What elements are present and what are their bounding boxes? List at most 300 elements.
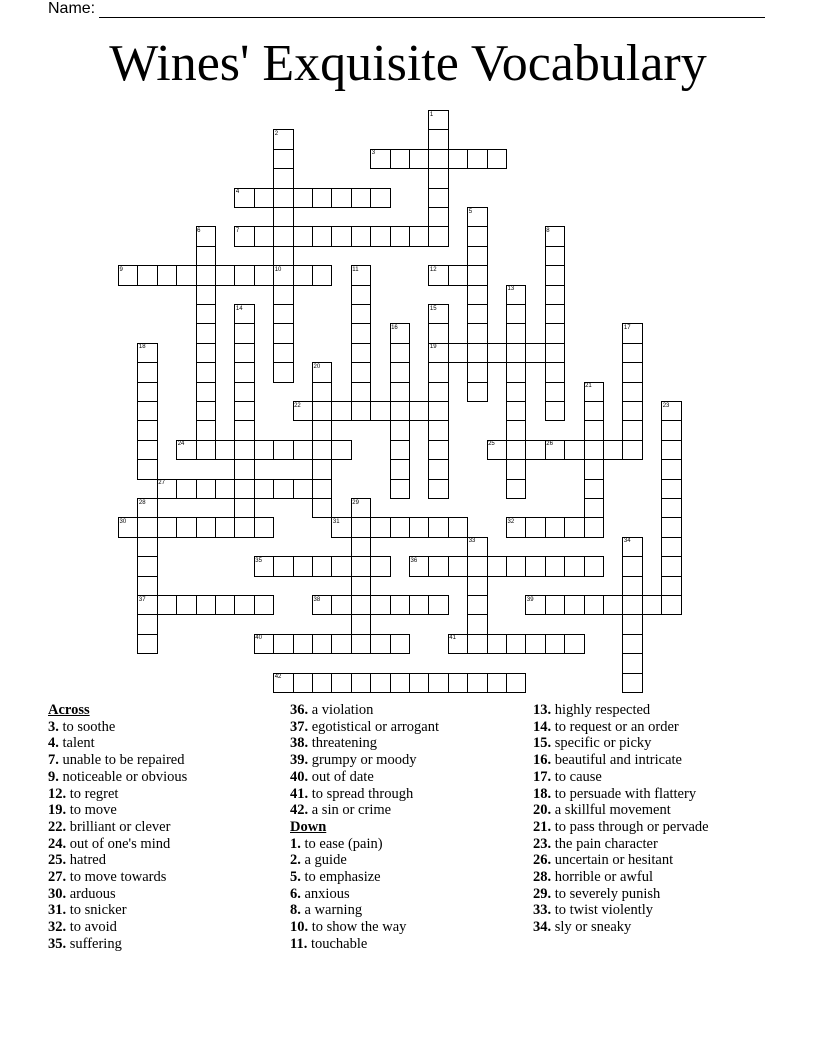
grid-cell[interactable] bbox=[428, 401, 448, 421]
grid-cell[interactable] bbox=[234, 382, 254, 402]
grid-cell[interactable] bbox=[234, 343, 254, 363]
clue-number-29: 29 bbox=[352, 499, 359, 506]
grid-cell[interactable] bbox=[234, 440, 254, 460]
grid-cell[interactable] bbox=[312, 556, 332, 576]
grid-cell[interactable] bbox=[351, 517, 371, 537]
grid-cell[interactable] bbox=[390, 479, 410, 499]
grid-cell[interactable] bbox=[370, 556, 390, 576]
grid-cell[interactable] bbox=[545, 343, 565, 363]
grid-cell[interactable] bbox=[254, 226, 274, 246]
grid-cell[interactable] bbox=[351, 634, 371, 654]
grid-cell[interactable] bbox=[622, 362, 642, 382]
grid-cell[interactable] bbox=[467, 343, 487, 363]
grid-cell[interactable] bbox=[603, 440, 623, 460]
grid-cell[interactable] bbox=[390, 420, 410, 440]
grid-cell[interactable] bbox=[428, 188, 448, 208]
grid-cell[interactable] bbox=[157, 517, 177, 537]
grid-cell[interactable] bbox=[545, 634, 565, 654]
grid-cell[interactable] bbox=[506, 362, 526, 382]
grid-cell[interactable] bbox=[370, 401, 390, 421]
grid-cell[interactable] bbox=[331, 673, 351, 693]
grid-cell[interactable] bbox=[196, 517, 216, 537]
grid-cell[interactable] bbox=[137, 537, 157, 557]
clue-text: to ease (pain) bbox=[300, 835, 383, 852]
grid-cell[interactable] bbox=[467, 362, 487, 382]
grid-cell[interactable] bbox=[564, 634, 584, 654]
grid-cell[interactable] bbox=[448, 343, 468, 363]
grid-cell[interactable] bbox=[545, 517, 565, 537]
grid-cell[interactable] bbox=[254, 517, 274, 537]
grid-cell[interactable] bbox=[428, 382, 448, 402]
grid-cell[interactable] bbox=[448, 556, 468, 576]
grid-cell[interactable] bbox=[622, 673, 642, 693]
grid-cell[interactable] bbox=[273, 168, 293, 188]
grid-cell[interactable] bbox=[273, 246, 293, 266]
grid-cell[interactable] bbox=[525, 517, 545, 537]
grid-cell[interactable] bbox=[622, 653, 642, 673]
clue-text: to move bbox=[66, 802, 117, 819]
grid-cell[interactable] bbox=[137, 576, 157, 596]
grid-cell[interactable] bbox=[351, 614, 371, 634]
grid-cell[interactable] bbox=[467, 246, 487, 266]
grid-cell[interactable] bbox=[273, 188, 293, 208]
grid-cell[interactable] bbox=[273, 226, 293, 246]
grid-cell[interactable] bbox=[506, 401, 526, 421]
grid-cell[interactable] bbox=[487, 634, 507, 654]
grid-cell[interactable] bbox=[312, 265, 332, 285]
grid-cell[interactable] bbox=[448, 265, 468, 285]
grid-cell[interactable] bbox=[428, 207, 448, 227]
grid-cell[interactable] bbox=[428, 420, 448, 440]
grid-cell[interactable] bbox=[409, 517, 429, 537]
grid-cell[interactable] bbox=[428, 323, 448, 343]
grid-cell[interactable] bbox=[409, 149, 429, 169]
grid-cell[interactable] bbox=[545, 401, 565, 421]
grid-cell[interactable] bbox=[293, 265, 313, 285]
grid-cell[interactable] bbox=[273, 343, 293, 363]
grid-cell[interactable] bbox=[661, 517, 681, 537]
grid-cell[interactable] bbox=[351, 285, 371, 305]
grid-cell[interactable] bbox=[506, 459, 526, 479]
across-clue-12 bbox=[48, 786, 187, 803]
across-clue-32 bbox=[48, 919, 187, 936]
grid-cell[interactable] bbox=[273, 285, 293, 305]
grid-cell[interactable] bbox=[467, 323, 487, 343]
grid-cell[interactable] bbox=[312, 188, 332, 208]
grid-cell[interactable] bbox=[293, 226, 313, 246]
grid-cell[interactable] bbox=[351, 401, 371, 421]
grid-cell[interactable] bbox=[545, 323, 565, 343]
grid-cell[interactable] bbox=[273, 479, 293, 499]
grid-cell[interactable] bbox=[254, 188, 274, 208]
grid-cell[interactable] bbox=[661, 537, 681, 557]
grid-cell[interactable] bbox=[234, 265, 254, 285]
grid-cell[interactable] bbox=[545, 285, 565, 305]
grid-cell[interactable] bbox=[428, 595, 448, 615]
grid-cell[interactable] bbox=[661, 595, 681, 615]
grid-cell[interactable] bbox=[137, 440, 157, 460]
grid-cell[interactable] bbox=[661, 576, 681, 596]
grid-cell[interactable] bbox=[428, 440, 448, 460]
grid-cell[interactable] bbox=[196, 420, 216, 440]
grid-cell[interactable] bbox=[506, 479, 526, 499]
grid-cell[interactable] bbox=[137, 420, 157, 440]
across-clue-42 bbox=[290, 802, 439, 819]
grid-cell[interactable] bbox=[584, 498, 604, 518]
grid-cell[interactable] bbox=[137, 459, 157, 479]
grid-cell[interactable] bbox=[196, 246, 216, 266]
grid-cell[interactable] bbox=[351, 595, 371, 615]
grid-cell[interactable] bbox=[312, 440, 332, 460]
grid-cell[interactable] bbox=[428, 479, 448, 499]
grid-cell[interactable] bbox=[428, 149, 448, 169]
across-clue-22 bbox=[48, 819, 187, 836]
clue-text: to severely punish bbox=[551, 885, 661, 902]
grid-cell[interactable] bbox=[293, 440, 313, 460]
grid-cell[interactable] bbox=[584, 459, 604, 479]
clue-number-20: 20 bbox=[313, 363, 321, 370]
grid-cell[interactable] bbox=[622, 556, 642, 576]
grid-cell[interactable] bbox=[390, 226, 410, 246]
grid-cell[interactable] bbox=[409, 401, 429, 421]
grid-cell[interactable] bbox=[390, 362, 410, 382]
grid-cell[interactable] bbox=[409, 673, 429, 693]
grid-cell[interactable] bbox=[506, 420, 526, 440]
grid-cell[interactable] bbox=[351, 673, 371, 693]
down-clue-5 bbox=[290, 869, 439, 886]
grid-cell[interactable] bbox=[428, 226, 448, 246]
grid-cell[interactable] bbox=[273, 207, 293, 227]
grid-cell[interactable] bbox=[428, 517, 448, 537]
grid-cell[interactable] bbox=[254, 479, 274, 499]
grid-cell[interactable] bbox=[331, 595, 351, 615]
grid-cell[interactable] bbox=[215, 479, 235, 499]
grid-cell[interactable] bbox=[196, 304, 216, 324]
grid-cell[interactable] bbox=[448, 517, 468, 537]
grid-cell[interactable] bbox=[293, 673, 313, 693]
grid-cell[interactable] bbox=[234, 401, 254, 421]
grid-cell[interactable] bbox=[506, 673, 526, 693]
grid-cell[interactable] bbox=[234, 420, 254, 440]
grid-cell[interactable] bbox=[390, 401, 410, 421]
grid-cell[interactable] bbox=[467, 265, 487, 285]
grid-cell[interactable] bbox=[196, 362, 216, 382]
grid-cell[interactable] bbox=[137, 517, 157, 537]
grid-cell[interactable] bbox=[661, 498, 681, 518]
clue-text: hatred bbox=[66, 852, 106, 869]
clue-text: to avoid bbox=[66, 919, 117, 936]
grid-cell[interactable] bbox=[234, 595, 254, 615]
grid-cell[interactable] bbox=[506, 440, 526, 460]
down-clue-29 bbox=[533, 886, 709, 903]
grid-cell[interactable] bbox=[467, 304, 487, 324]
grid-cell[interactable] bbox=[312, 382, 332, 402]
grid-cell[interactable] bbox=[331, 188, 351, 208]
grid-cell[interactable] bbox=[564, 556, 584, 576]
grid-cell[interactable] bbox=[584, 556, 604, 576]
grid-cell[interactable] bbox=[234, 362, 254, 382]
grid-cell[interactable] bbox=[137, 556, 157, 576]
grid-cell[interactable] bbox=[312, 226, 332, 246]
clue-number-38: 38 bbox=[313, 596, 321, 603]
grid-cell[interactable] bbox=[409, 226, 429, 246]
clue-text: out of one's mind bbox=[66, 835, 171, 852]
clue-number: 22. bbox=[48, 818, 67, 835]
grid-cell[interactable] bbox=[196, 285, 216, 305]
grid-cell[interactable] bbox=[351, 188, 371, 208]
grid-cell[interactable] bbox=[273, 556, 293, 576]
grid-cell[interactable] bbox=[351, 556, 371, 576]
grid-cell[interactable] bbox=[312, 498, 332, 518]
grid-cell[interactable] bbox=[428, 556, 448, 576]
grid-cell[interactable] bbox=[467, 595, 487, 615]
grid-cell[interactable] bbox=[467, 614, 487, 634]
grid-cell[interactable] bbox=[273, 362, 293, 382]
grid-cell[interactable] bbox=[331, 556, 351, 576]
grid-cell[interactable] bbox=[390, 673, 410, 693]
grid-cell[interactable] bbox=[584, 420, 604, 440]
grid-cell[interactable] bbox=[176, 265, 196, 285]
grid-cell[interactable] bbox=[254, 265, 274, 285]
grid-cell[interactable] bbox=[273, 634, 293, 654]
grid-cell[interactable] bbox=[331, 440, 351, 460]
grid-cell[interactable] bbox=[467, 556, 487, 576]
grid-cell[interactable] bbox=[584, 517, 604, 537]
grid-cell[interactable] bbox=[215, 595, 235, 615]
grid-cell[interactable] bbox=[234, 479, 254, 499]
grid-cell[interactable] bbox=[137, 634, 157, 654]
grid-cell[interactable] bbox=[351, 343, 371, 363]
clue-number: 29. bbox=[533, 885, 552, 902]
grid-cell[interactable] bbox=[622, 420, 642, 440]
grid-cell[interactable] bbox=[137, 265, 157, 285]
grid-cell[interactable] bbox=[545, 382, 565, 402]
grid-cell[interactable] bbox=[370, 226, 390, 246]
grid-cell[interactable] bbox=[622, 614, 642, 634]
grid-cell[interactable] bbox=[487, 673, 507, 693]
grid-cell[interactable] bbox=[409, 595, 429, 615]
grid-cell[interactable] bbox=[428, 459, 448, 479]
grid-cell[interactable] bbox=[390, 149, 410, 169]
grid-cell[interactable] bbox=[525, 440, 545, 460]
grid-cell[interactable] bbox=[448, 149, 468, 169]
grid-cell[interactable] bbox=[661, 459, 681, 479]
grid-cell[interactable] bbox=[370, 517, 390, 537]
grid-cell[interactable] bbox=[506, 382, 526, 402]
grid-cell[interactable] bbox=[622, 382, 642, 402]
grid-cell[interactable] bbox=[545, 362, 565, 382]
down-clue-28 bbox=[533, 869, 709, 886]
grid-cell[interactable] bbox=[351, 226, 371, 246]
clue-text: sly or sneaky bbox=[551, 919, 632, 936]
grid-cell[interactable] bbox=[390, 517, 410, 537]
grid-cell[interactable] bbox=[293, 188, 313, 208]
grid-cell[interactable] bbox=[234, 517, 254, 537]
grid-cell[interactable] bbox=[293, 479, 313, 499]
grid-cell[interactable] bbox=[196, 479, 216, 499]
grid-cell[interactable] bbox=[622, 634, 642, 654]
grid-cell[interactable] bbox=[176, 479, 196, 499]
clue-number: 19. bbox=[48, 802, 67, 819]
clue-text: to request or an order bbox=[551, 718, 679, 735]
grid-cell[interactable] bbox=[215, 440, 235, 460]
grid-cell[interactable] bbox=[137, 614, 157, 634]
grid-cell[interactable] bbox=[428, 129, 448, 149]
across-clue-39 bbox=[290, 752, 439, 769]
grid-cell[interactable] bbox=[370, 595, 390, 615]
grid-cell[interactable] bbox=[157, 265, 177, 285]
grid-cell[interactable] bbox=[331, 634, 351, 654]
grid-cell[interactable] bbox=[370, 634, 390, 654]
clue-text: to pass through or pervade bbox=[551, 818, 709, 835]
grid-cell[interactable] bbox=[157, 595, 177, 615]
clue-text: talent bbox=[58, 735, 95, 752]
grid-cell[interactable] bbox=[525, 634, 545, 654]
grid-cell[interactable] bbox=[351, 537, 371, 557]
grid-cell[interactable] bbox=[506, 556, 526, 576]
clue-number-26: 26 bbox=[546, 441, 553, 448]
grid-cell[interactable] bbox=[545, 556, 565, 576]
grid-cell[interactable] bbox=[467, 673, 487, 693]
grid-cell[interactable] bbox=[661, 440, 681, 460]
across-clue-7 bbox=[48, 752, 187, 769]
grid-cell[interactable] bbox=[603, 595, 623, 615]
grid-cell[interactable] bbox=[293, 634, 313, 654]
grid-cell[interactable] bbox=[428, 362, 448, 382]
grid-cell[interactable] bbox=[234, 459, 254, 479]
grid-cell[interactable] bbox=[370, 188, 390, 208]
grid-cell[interactable] bbox=[293, 556, 313, 576]
grid-cell[interactable] bbox=[273, 304, 293, 324]
down-clue-18 bbox=[533, 786, 709, 803]
grid-cell[interactable] bbox=[506, 343, 526, 363]
grid-cell[interactable] bbox=[467, 226, 487, 246]
grid-cell[interactable] bbox=[487, 556, 507, 576]
grid-cell[interactable] bbox=[234, 498, 254, 518]
grid-cell[interactable] bbox=[506, 323, 526, 343]
clue-number: 38. bbox=[290, 735, 309, 752]
grid-cell[interactable] bbox=[312, 634, 332, 654]
clue-number: 28. bbox=[533, 869, 552, 886]
grid-cell[interactable] bbox=[137, 382, 157, 402]
grid-cell[interactable] bbox=[525, 556, 545, 576]
grid-cell[interactable] bbox=[351, 304, 371, 324]
grid-cell[interactable] bbox=[584, 479, 604, 499]
grid-cell[interactable] bbox=[176, 517, 196, 537]
grid-cell[interactable] bbox=[351, 576, 371, 596]
grid-cell[interactable] bbox=[564, 440, 584, 460]
grid-cell[interactable] bbox=[622, 343, 642, 363]
clue-number: 40. bbox=[290, 768, 309, 785]
grid-cell[interactable] bbox=[390, 343, 410, 363]
clue-text: beautiful and intricate bbox=[551, 752, 682, 769]
grid-cell[interactable] bbox=[564, 517, 584, 537]
grid-cell[interactable] bbox=[467, 285, 487, 305]
grid-cell[interactable] bbox=[390, 440, 410, 460]
grid-cell[interactable] bbox=[622, 401, 642, 421]
grid-cell[interactable] bbox=[661, 420, 681, 440]
grid-cell[interactable] bbox=[545, 595, 565, 615]
grid-cell[interactable] bbox=[351, 323, 371, 343]
grid-cell[interactable] bbox=[390, 382, 410, 402]
grid-cell[interactable] bbox=[545, 304, 565, 324]
grid-cell[interactable] bbox=[390, 634, 410, 654]
grid-cell[interactable] bbox=[137, 362, 157, 382]
grid-cell[interactable] bbox=[215, 265, 235, 285]
grid-cell[interactable] bbox=[506, 304, 526, 324]
grid-cell[interactable] bbox=[312, 420, 332, 440]
grid-cell[interactable] bbox=[467, 149, 487, 169]
grid-cell[interactable] bbox=[584, 401, 604, 421]
grid-cell[interactable] bbox=[584, 595, 604, 615]
grid-cell[interactable] bbox=[196, 382, 216, 402]
clue-number-19: 19 bbox=[429, 344, 437, 351]
grid-cell[interactable] bbox=[506, 634, 526, 654]
grid-cell[interactable] bbox=[370, 673, 390, 693]
clue-number-39: 39 bbox=[526, 596, 534, 603]
grid-cell[interactable] bbox=[254, 595, 274, 615]
grid-cell[interactable] bbox=[428, 168, 448, 188]
grid-cell[interactable] bbox=[467, 634, 487, 654]
grid-cell[interactable] bbox=[234, 323, 254, 343]
grid-cell[interactable] bbox=[215, 517, 235, 537]
grid-cell[interactable] bbox=[487, 343, 507, 363]
grid-cell[interactable] bbox=[622, 595, 642, 615]
grid-cell[interactable] bbox=[176, 595, 196, 615]
grid-cell[interactable] bbox=[331, 401, 351, 421]
grid-cell[interactable] bbox=[642, 595, 662, 615]
grid-cell[interactable] bbox=[351, 362, 371, 382]
grid-cell[interactable] bbox=[196, 401, 216, 421]
grid-cell[interactable] bbox=[545, 246, 565, 266]
grid-cell[interactable] bbox=[196, 595, 216, 615]
grid-cell[interactable] bbox=[622, 576, 642, 596]
grid-cell[interactable] bbox=[661, 479, 681, 499]
grid-cell[interactable] bbox=[137, 401, 157, 421]
grid-cell[interactable] bbox=[467, 382, 487, 402]
clue-text: a sin or crime bbox=[308, 802, 392, 819]
grid-cell[interactable] bbox=[487, 149, 507, 169]
grid-cell[interactable] bbox=[351, 382, 371, 402]
grid-cell[interactable] bbox=[390, 595, 410, 615]
grid-cell[interactable] bbox=[273, 323, 293, 343]
grid-cell[interactable] bbox=[331, 226, 351, 246]
grid-cell[interactable] bbox=[196, 440, 216, 460]
grid-cell[interactable] bbox=[312, 479, 332, 499]
grid-cell[interactable] bbox=[525, 343, 545, 363]
grid-cell[interactable] bbox=[196, 265, 216, 285]
grid-cell[interactable] bbox=[312, 459, 332, 479]
grid-cell[interactable] bbox=[254, 440, 274, 460]
grid-cell[interactable] bbox=[584, 440, 604, 460]
grid-cell[interactable] bbox=[273, 440, 293, 460]
down-clue-8 bbox=[290, 902, 439, 919]
grid-cell[interactable] bbox=[312, 401, 332, 421]
clue-number: 27. bbox=[48, 869, 67, 886]
grid-cell[interactable] bbox=[428, 673, 448, 693]
grid-cell[interactable] bbox=[622, 440, 642, 460]
grid-cell[interactable] bbox=[448, 673, 468, 693]
grid-cell[interactable] bbox=[196, 323, 216, 343]
grid-cell[interactable] bbox=[564, 595, 584, 615]
grid-cell[interactable] bbox=[196, 343, 216, 363]
grid-cell[interactable] bbox=[467, 576, 487, 596]
grid-cell[interactable] bbox=[273, 149, 293, 169]
grid-cell[interactable] bbox=[390, 459, 410, 479]
grid-cell[interactable] bbox=[661, 556, 681, 576]
grid-cell[interactable] bbox=[312, 673, 332, 693]
grid-cell[interactable] bbox=[545, 265, 565, 285]
